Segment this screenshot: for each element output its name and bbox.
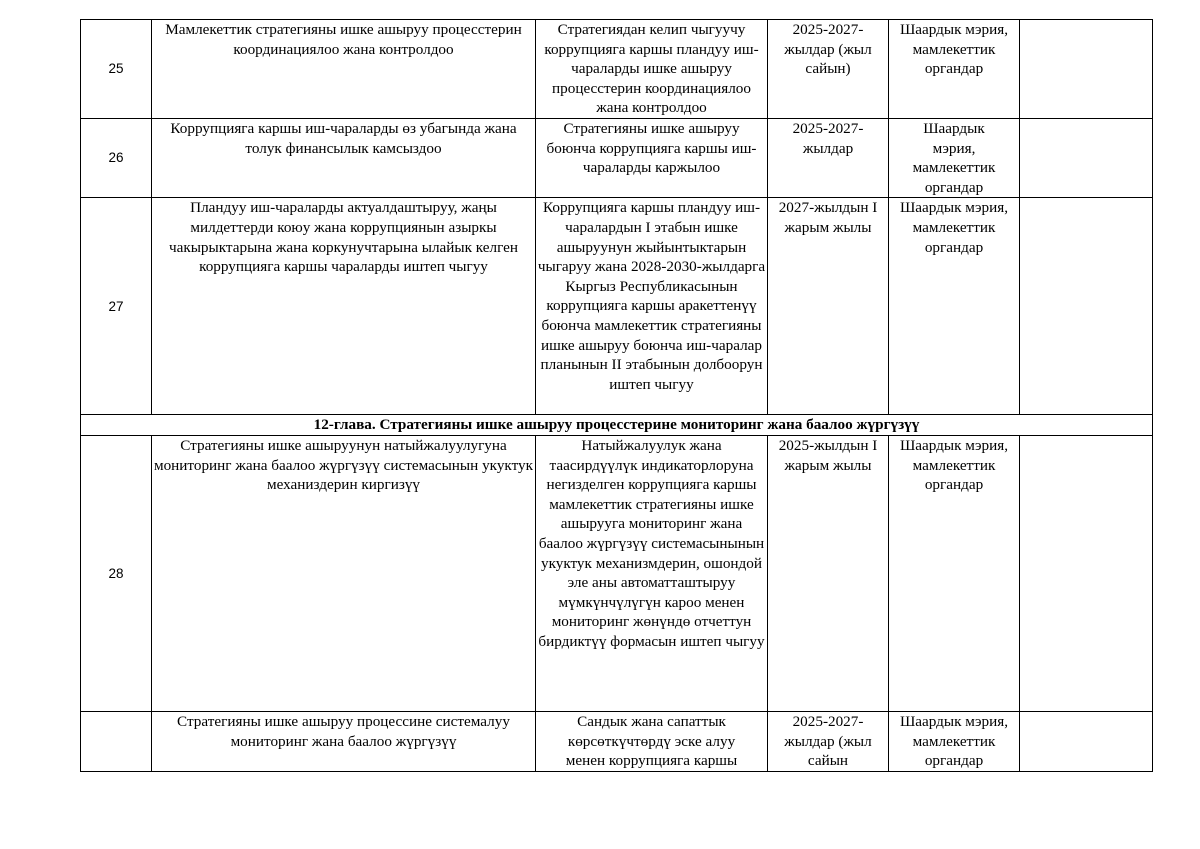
result-cell: Стратегиядан келип чыгуучу коррупцияга каршы пландуу иш-чараларды ишке ашыруу процесстерин координациялоо жана контролдоо bbox=[536, 20, 768, 119]
result-cell: Натыйжалуулук жана таасирдүүлүк индикаторлоруна негизделген коррупцияга каршы мамлекеттик стратегияны ишке ашырууга мониторинг жана баалоо жүргүзүү системасынынын укуктук механизмдерин, ошондой эле аны автоматташтыруу мүмкүнчүлүгүн кароо менен мониторинг жөнүндө отчеттун бирдиктүү формасын иштеп чыгуу bbox=[536, 435, 768, 711]
note-cell bbox=[1020, 435, 1153, 711]
note-cell bbox=[1020, 711, 1153, 771]
term-text: 2025-жылдын I жарым жылы bbox=[778, 436, 878, 474]
row-number: 26 bbox=[81, 119, 152, 198]
executor-cell: Шаардык мэрия, мамлекеттик органдар bbox=[889, 711, 1020, 771]
measure-cell: Стратегияны ишке ашыруу процессине системалуу мониторинг жана баалоо жүргүзүү bbox=[152, 711, 536, 771]
result-cell bbox=[536, 711, 768, 771]
executor-cell: Шаардык мэрия, мамлекеттик органдар bbox=[889, 20, 1020, 119]
table-row bbox=[81, 119, 1153, 198]
term-cell bbox=[768, 711, 889, 771]
measure-cell: Стратегияны ишке ашыруунун натыйжалуулугуна мониторинг жана баалоо жүргүзүү системасынын укуктук механиздерин киргизүү bbox=[152, 435, 536, 711]
result-cell: Стратегияны ишке ашыруу боюнча коррупцияга каршы иш-чараларды каржылоо bbox=[536, 119, 768, 198]
measure-text: Пландуу иш-чараларды актуалдаштыруу, жаңы милдеттерди коюу жана коррупциянын азыркы чакырыктарына жана коркунучтарына ылайык келген коррупцияга каршы чараларды иштеп чыгуу bbox=[168, 199, 519, 276]
term-cell: 2025-2027-жылдар (жыл сайын) bbox=[768, 20, 889, 119]
table-row bbox=[81, 711, 1153, 771]
note-cell bbox=[1020, 198, 1153, 415]
measure-cell: Коррупцияга каршы иш-чараларды өз убагында жана толук финансылык камсыздоо bbox=[152, 119, 536, 198]
executor-text: Шаардык мэрия, мамлекеттик органдар bbox=[912, 120, 996, 196]
executor-cell: Шаардык мэрия, мамлекеттик органдар bbox=[889, 435, 1020, 711]
row-number: 28 bbox=[81, 435, 152, 711]
result-text: Сандык жана сапаттык көрсөткүчтөрдү эске алуу менен коррупцияга каршы bbox=[565, 712, 738, 770]
note-cell bbox=[1020, 119, 1153, 198]
executor-cell bbox=[889, 119, 1020, 198]
term-cell: 2027-жылдын I жарым жылы bbox=[768, 198, 889, 415]
measure-cell bbox=[152, 198, 536, 415]
table-row bbox=[81, 435, 1153, 711]
measure-cell: Мамлекеттик стратегияны ишке ашыруу процесстерин координациялоо жана контролдоо bbox=[152, 20, 536, 119]
chapter-heading: 12-глава. Стратегияны ишке ашыруу процесстерине мониторинг жана баалоо жүргүзүү bbox=[81, 415, 1153, 436]
term-cell bbox=[768, 435, 889, 711]
row-number: 27 bbox=[81, 198, 152, 415]
action-plan-table bbox=[80, 19, 1153, 772]
term-text: 2025-2027-жылдар (жыл сайын bbox=[784, 712, 872, 770]
executor-cell: Шаардык мэрия, мамлекеттик органдар bbox=[889, 198, 1020, 415]
term-cell: 2025-2027-жылдар bbox=[768, 119, 889, 198]
result-cell: Коррупцияга каршы пландуу иш-чаралардын I этабын ишке ашыруунун жыйынтыктарын чыгаруу жана 2028-2030-жылдарга Кыргыз Республикасынын коррупцияга каршы аракеттенүү боюнча мамлекеттик стратегияны ишке ашыруу боюнча иш-чаралар планынын II этабынын долбоорун иштеп чыгуу bbox=[536, 198, 768, 415]
table-row bbox=[81, 198, 1153, 415]
row-number: 25 bbox=[81, 20, 152, 119]
row-number bbox=[81, 711, 152, 771]
note-cell bbox=[1020, 20, 1153, 119]
table-row bbox=[81, 20, 1153, 119]
chapter-row bbox=[81, 415, 1153, 436]
